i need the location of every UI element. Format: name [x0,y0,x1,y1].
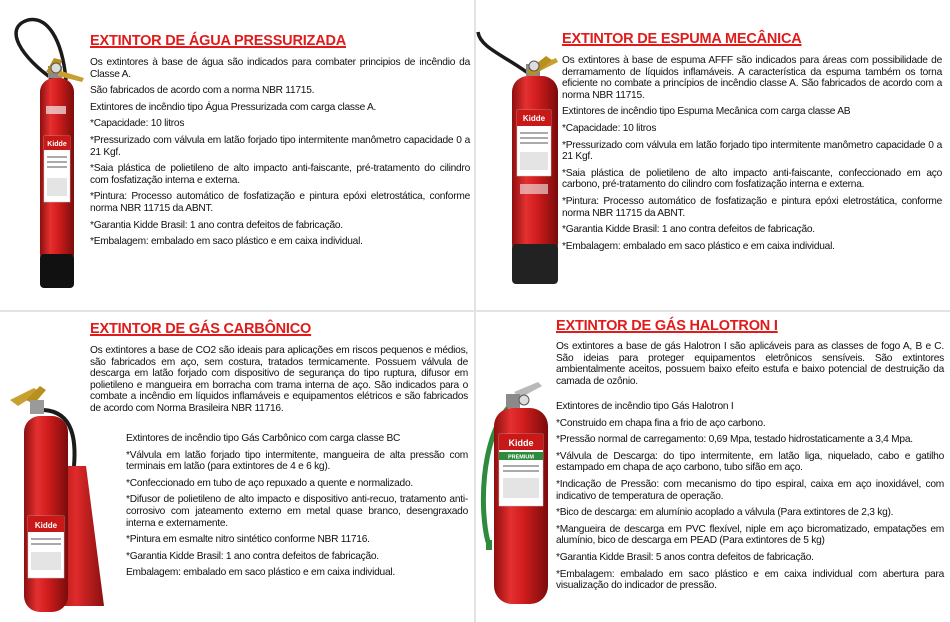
paragraph: *Saia plástica de polietileno de alto impacto anti-faiscante, pré-tratamento do cilindro com fosfatização interna e externa. [90,163,470,186]
paragraph: *Pressurizado com válvula em latão forjado tipo intermitente manômetro capacidade 0 a 21 Kgf. [562,139,942,163]
paragraph: Os extintores à base de água são indicados para combater principios de incêndio da Classe A. [90,57,470,80]
paragraph: *Mangueira de descarga em PVC flexível, niple em aço bicromatizado, empatações em alumínio, bico de descarga em PEAD (Para extintores de 5 kg) [556,523,944,547]
paragraph: Extintores de incêndio tipo Gás Carbônico com carga classe BC [126,433,401,444]
panel-text [126,433,468,584]
paragraph: *Saia plástica de polietileno de alto impacto anti-faiscante, confeccionado em aço carbono, pré-tratamento do cilindro com fosfatização interna e externa. [562,167,942,191]
panel-title: EXTINTOR DE ÁGUA PRESSURIZADA [90,33,347,49]
paragraph: *Garantia Kidde Brasil: 5 anos contra defeitos de fabricação. [556,551,814,563]
paragraph: *Embalagem: embalado em saco plástico e em caixa individual. [562,240,835,252]
paragraph: *Pressurizado com válvula em latão forjado tipo intermitente manômetro capacidade 0 a 21 Kgf. [90,134,470,158]
kidde-label: Kidde [508,438,534,448]
co2-extinguisher-icon [4,382,122,618]
panel-intro [556,341,944,392]
kidde-label: Kidde [34,521,58,530]
paragraph: *Pintura em esmalte nitro sintético conforme NBR 11716. [126,534,370,546]
panel-title: EXTINTOR DE GÁS HALOTRON I [556,318,778,334]
paragraph: Os extintores a base de CO2 são ideais para aplicações em riscos pequenos e médios, são fabricados em aço, sem costura, tratados termicamente. Possuem válvula de descarga em latão forjado com dispositivo de segurança do tipo ruptura, difusor em polietileno e mangueira em borracha com trama interna de aço. São indicados para o combate a incêndio em líquidos inflamáveis e equipamentos elétricos e são fabricados de acordo com Norma Brasileira NBR 11716. [90,345,468,414]
panel-text [556,401,944,597]
kidde-label: Kidde [47,141,67,148]
paragraph: *Difusor de polietileno de alto impacto e dispositivo anti-recuo, tratamento anti-corrosivo com jateamento externo em metal quase branco, desengraxado interna e externamente. [126,494,468,529]
paragraph: Extintores de incêndio tipo Água Pressurizada com carga classe A. [90,101,377,113]
paragraph: *Válvula de Descarga: do tipo intermitente, em latão liga, niquelado, cabo e gatilho estampado em chapa de aço carbono, tubo sifão em aço. [556,450,944,474]
panel-gas-halotron [476,312,950,622]
panel-title: EXTINTOR DE GÁS CARBÔNICO [90,321,312,337]
paragraph: *Capacidade: 10 litros [90,118,185,130]
paragraph: *Garantia Kidde Brasil: 1 ano contra defeitos de fabricação. [90,219,343,231]
paragraph: *Pintura: Processo automático de fosfatização e pintura epóxi eletrostática, conforme norma NBR 11715 da ABNT. [562,195,942,219]
panel-text [562,55,942,257]
paragraph: *Pintura: Processo automático de fosfatização e pintura epóxi eletrostática, conforme norma NBR 11715 da ABNT. [90,191,470,214]
paragraph: Embalagem: embalado em saco plástico e em caixa individual. [126,567,395,579]
paragraph: *Garantia Kidde Brasil: 1 ano contra defeitos de fabricação. [562,224,815,236]
paragraph: Extintores de incêndio tipo Espuma Mecânica com carga classe AB [562,106,851,118]
foam-extinguisher-icon [476,18,560,296]
paragraph: *Bico de descarga: em alumínio acoplado a válvula (Para extintores de 2,3 kg). [556,507,894,519]
panel-text [90,57,470,253]
paragraph: Os extintores à base de espuma AFFF são indicados para áreas com possibilidade de derramamento de líquidos inflamáveis. A característica da espuma também os torna eficiente no combate a princípios de incêndio classe A. São fabricados de acordo com a norma NBR 11715. [562,55,942,101]
halotron-extinguisher-icon [480,372,556,622]
panel-agua-pressurizada [0,0,474,310]
paragraph: *Confeccionado em tubo de aço repuxado a quente e normalizado. [126,477,413,489]
paragraph: Extintores de incêndio tipo Gás Halotron I [556,401,734,412]
paragraph: *Válvula em latão forjado tipo intermitente, mangueira de alta pressão com terminais em latão (para extintores de 4 e 6 kg). [126,449,468,473]
paragraph: *Capacidade: 10 litros [562,122,657,134]
paragraph: *Pressão normal de carregamento: 0,69 Mpa, testado hidrostaticamente a 3,4 Mpa. [556,434,913,446]
paragraph: *Embalagem: embalado em saco plástico e em caixa individual com abertura para visualização do indicador de pressão. [556,568,944,592]
paragraph: São fabricados de acordo com a norma NBR 11715. [90,85,315,97]
panel-title: EXTINTOR DE ESPUMA MECÂNICA [562,31,802,47]
water-extinguisher-icon [2,18,86,296]
panel-intro [90,345,468,420]
panel-espuma-mecanica [476,0,950,310]
paragraph: *Indicação de Pressão: com mecanismo do tipo espiral, caixa em aço inoxidável, com indicativo de temperatura de operação. [556,478,944,502]
premium-label: PREMIUM [508,454,534,461]
kidde-label: Kidde [522,114,546,123]
paragraph: *Embalagem: embalado em saco plástico e em caixa individual. [90,236,363,248]
panel-gas-carbonico [0,312,474,622]
paragraph: Os extintores a base de gás Halotron I são aplicáveis para as classes de fogo A, B e C. São ideias para proteger equipamentos eletrônicos sensíveis. São extintores ambientalmente aceitos, possuem baixo efeito estufa e baixo potencial de destruição da camada de ozônio. [556,341,944,387]
paragraph: *Garantia Kidde Brasil: 1 ano contra defeitos de fabricação. [126,550,379,562]
paragraph: *Construido em chapa fina a frio de aço carbono. [556,417,766,429]
